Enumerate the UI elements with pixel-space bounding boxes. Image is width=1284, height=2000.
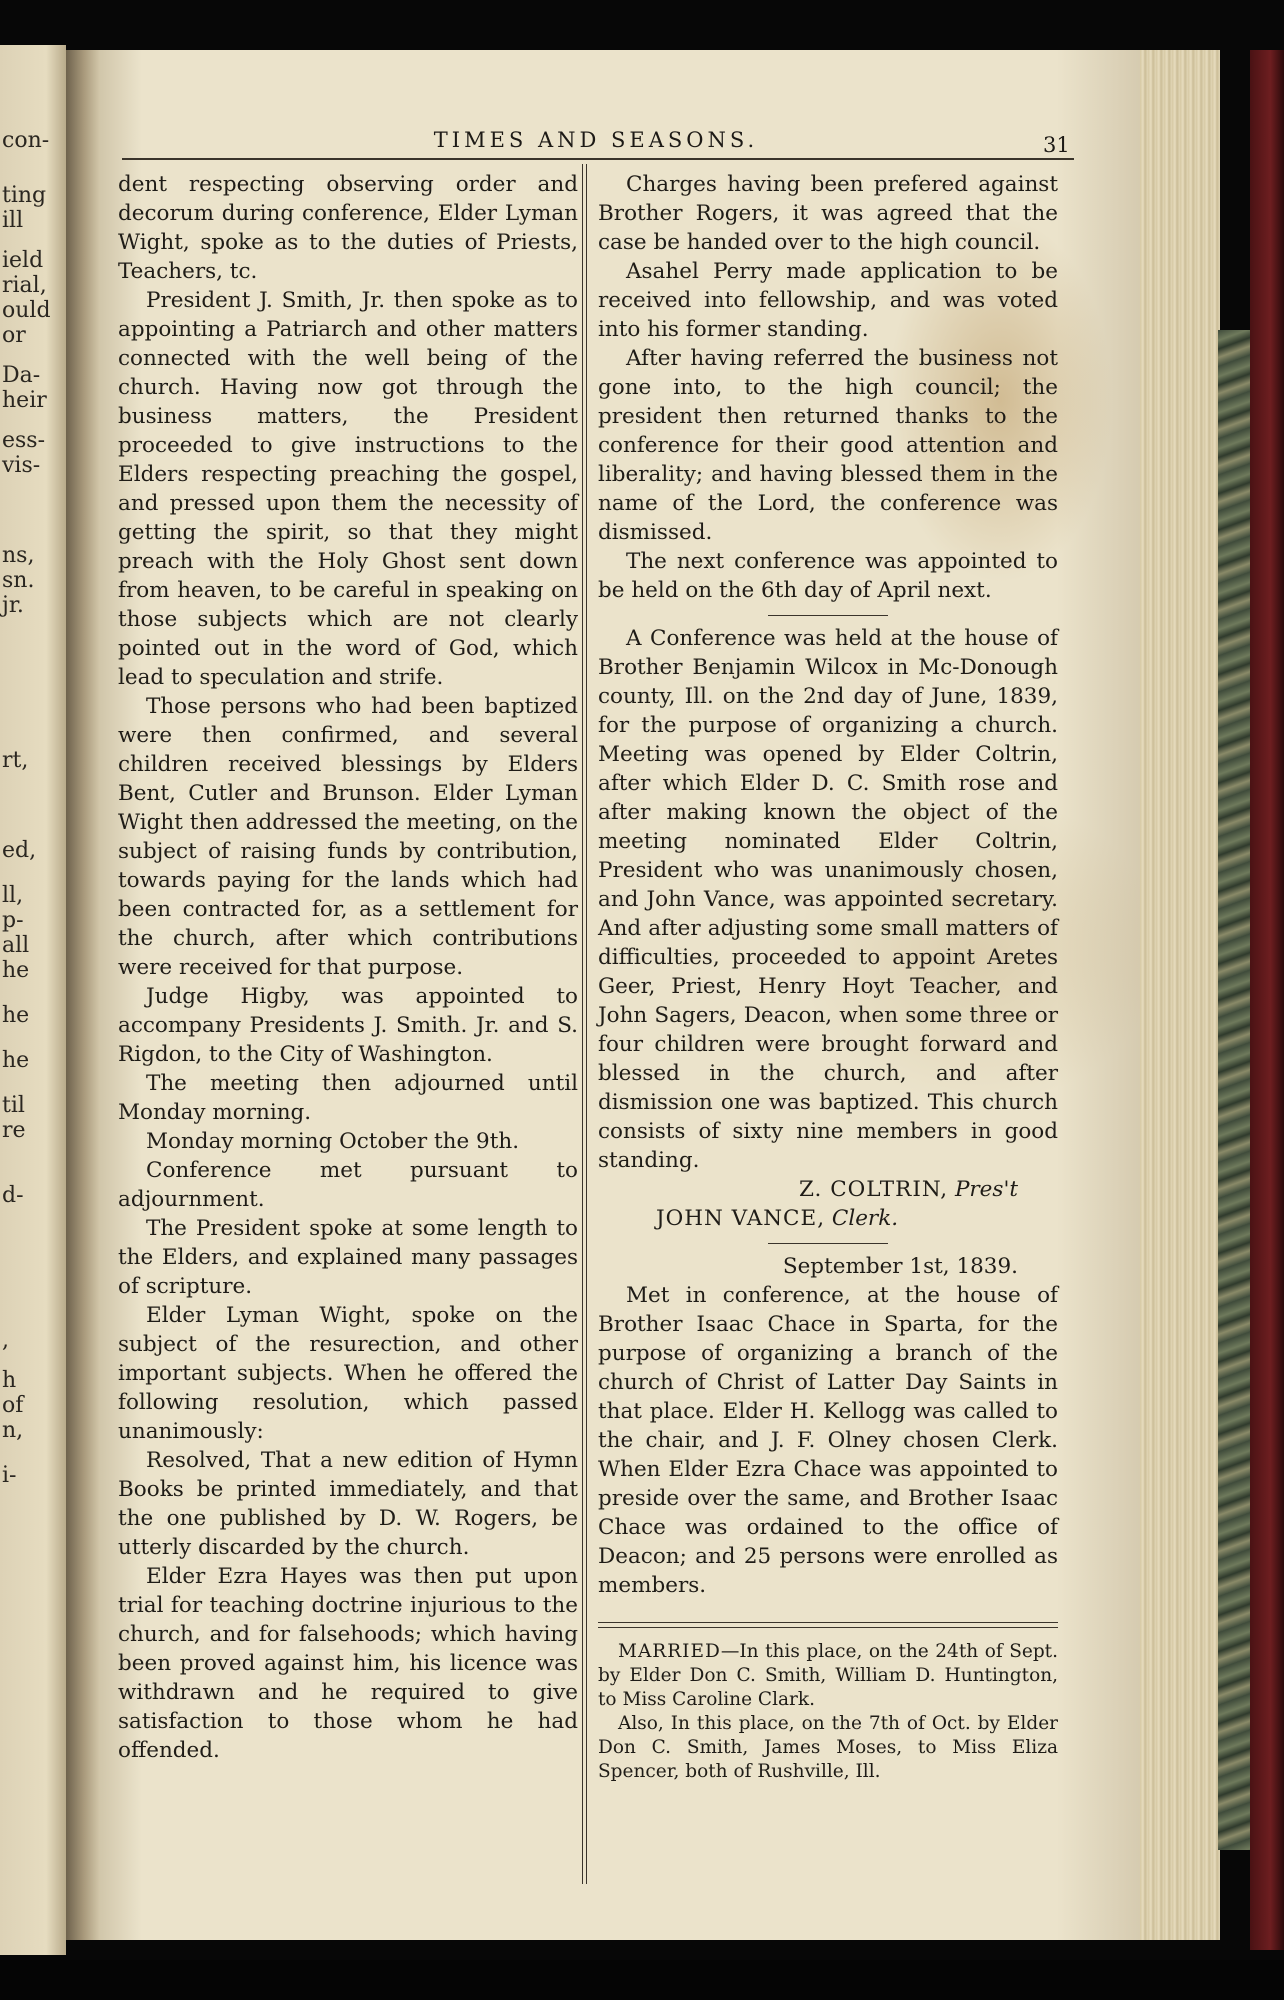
marriage-notices [598, 1640, 1058, 1784]
signature-title: Clerk. [831, 1206, 899, 1231]
facing-page-text-fragment: ting [2, 183, 47, 208]
paragraph: A Conference was held at the house of Brother Benjamin Wilcox in Mc-Donough county, Ill. on the 2nd day of June, 1839, for the purpose of organizing a church. Meeting was opened by Elder Coltrin, after which Elder D. C. Smith rose and after making known the object of the meeting nominated Elder Coltrin, President who was unanimously chosen, and John Vance, was appointed secretary. And after adjusting some small matters of difficulties, proceeded to appoint Aretes Geer, Priest, Henry Hoyt Teacher, and John Sagers, Deacon, when some three or four children were brought forward and blessed in the church, and after dismission one was baptized. This church consists of sixty nine members in good standing. [598, 626, 1058, 1173]
paragraph: Charges having been prefered against Brother Rogers, it was agreed that the case be handed over to the high council. [598, 172, 1058, 255]
paragraph: President J. Smith, Jr. then spoke as to appointing a Patriarch and other matters connected with the well being of the church. Having now got through the business matters, the President proceeded to give instructions to the Elders respecting preaching the gospel, and pressed upon them the necessity of getting the spirit, so that they might preach with the Holy Ghost sent down from heaven, to be careful in speaking on those subjects which are not clearly pointed out in the word of God, which lead to speculation and strife. [118, 288, 578, 690]
page-edges [1140, 50, 1220, 1940]
double-rule [598, 1622, 1058, 1628]
book-cover [1250, 50, 1284, 1950]
facing-page-text-fragment: ns, [2, 543, 35, 568]
facing-page-edge [0, 45, 66, 1955]
facing-page-text-fragment: sn. [2, 568, 35, 593]
dateline: September 1st, 1839. [782, 1254, 1018, 1279]
marbled-cover-edge [1218, 330, 1254, 1850]
facing-page-text-fragment: he [2, 958, 30, 983]
section-separator [768, 615, 888, 616]
header-rule [122, 158, 1074, 160]
paragraph: Judge Higby, was appointed to accompany Presidents J. Smith. Jr. and S. Rigdon, to the City of Washington. [118, 984, 578, 1067]
page-header-title: TIMES AND SEASONS. [433, 128, 759, 152]
paragraph: Monday morning October the 9th. [146, 1129, 520, 1154]
paragraph: Asahel Perry made application to be received into fellowship, and was voted into his former standing. [598, 259, 1058, 342]
paragraph: The next conference was appointed to be held on the 6th day of April next. [598, 549, 1058, 603]
facing-page-text-fragment: jr. [2, 593, 24, 618]
signature-clerk [598, 1204, 1058, 1233]
paragraph: The President spoke at some length to the Elders, and explained many passages of scripture. [118, 1216, 578, 1299]
facing-page-text-fragment: ed, [2, 838, 37, 863]
column-divider [582, 164, 587, 1884]
facing-page-text-fragment: con- [2, 128, 50, 153]
notice-text: —In this place, on the 24th of Sept. by Elder Don C. Smith, William D. Huntington, to Miss Caroline Clark. [598, 1641, 1058, 1710]
paragraph: The meeting then adjourned until Monday morning. [118, 1071, 578, 1125]
facing-page-text-fragment: ess- [2, 428, 46, 453]
facing-page-text-fragment: he [2, 1003, 30, 1028]
left-column [118, 170, 578, 1765]
paragraph: Resolved, That a new edition of Hymn Books be printed immediately, and that the one published by D. W. Rogers, be utterly discarded by the church. [118, 1448, 578, 1560]
facing-page-text-fragment: all [2, 933, 30, 958]
facing-page-text-fragment: til [2, 1093, 25, 1118]
facing-page-text-fragment: ll, [2, 883, 24, 908]
facing-page-text-fragment: p- [2, 908, 24, 933]
paragraph: dent respecting observing order and decorum during conference, Elder Lyman Wight, spoke as to the duties of Priests, Teachers, tc. [118, 172, 578, 284]
facing-page-text-fragment: of [2, 1393, 24, 1418]
facing-page-text-fragment: he [2, 1048, 30, 1073]
paragraph: Elder Ezra Hayes was then put upon trial for teaching doctrine injurious to the church, and for falsehoods; which having been proved against him, his licence was withdrawn and he required to give satisfaction to those whom he had offended. [118, 1564, 578, 1763]
signature-president [598, 1175, 1058, 1204]
notice-heading: MARRIED [618, 1641, 721, 1662]
paragraph: Conference met pursuant to adjournment. [118, 1158, 578, 1212]
paragraph: Met in conference, at the house of Brother Isaac Chace in Sparta, for the purpose of organizing a branch of the church of Christ of Latter Day Saints in that place. Elder H. Kellogg was called to the chair, and J. F. Olney chosen Clerk. When Elder Ezra Chace was appointed to preside over the same, and Brother Isaac Chace was ordained to the office of Deacon; and 25 persons were enrolled as members. [598, 1283, 1058, 1598]
marriage-notice [598, 1640, 1058, 1712]
facing-page-text-fragment: or [2, 323, 26, 348]
page-number: 31 [1043, 133, 1070, 157]
facing-page-text-fragment: vis- [2, 453, 41, 478]
facing-page-text-fragment: rial, [2, 273, 47, 298]
facing-page-text-fragment: i- [2, 1463, 17, 1488]
facing-page-text-fragment: rt, [2, 748, 29, 773]
marriage-notice: Also, In this place, on the 7th of Oct. by Elder Don C. Smith, James Moses, to Miss Eliza Spencer, both of Rushville, Ill. [598, 1713, 1058, 1782]
facing-page-text-fragment: n, [2, 1418, 24, 1443]
paragraph: Those persons who had been baptized were then confirmed, and several children received blessings by Elders Bent, Cutler and Brunson. Elder Lyman Wight then addressed the meeting, on the subject of raising funds by contribution, towards paying for the lands which had been contracted for, as a settlement for the church, after which contributions were received for that purpose. [118, 694, 578, 980]
facing-page-text-fragment: re [2, 1118, 26, 1143]
facing-page-text-fragment: , [2, 1328, 9, 1353]
right-column [598, 170, 1058, 1784]
facing-page-text-fragment: Da- [2, 363, 41, 388]
facing-page-text-fragment: ill [2, 208, 24, 233]
paragraph: Elder Lyman Wight, spoke on the subject of the resurection, and other important subjects. When he offered the following resolution, which passed unanimously: [118, 1303, 578, 1444]
background [0, 1960, 1284, 2000]
facing-page-text-fragment: h [2, 1368, 17, 1393]
facing-page-text-fragment: ield [2, 248, 44, 273]
facing-page-text-fragment: d- [2, 1183, 24, 1208]
section-separator [768, 1243, 888, 1244]
facing-page-text-fragment: heir [2, 388, 47, 413]
signature-name: JOHN VANCE, [656, 1206, 826, 1231]
book-gutter [66, 50, 102, 1940]
signature-name: Z. COLTRIN, [798, 1177, 949, 1202]
signature-title: Pres't [954, 1177, 1018, 1202]
paragraph: After having referred the business not gone into, to the high council; the president then returned thanks to the conference for their good attention and liberality; and having blessed them in the name of the Lord, the conference was dismissed. [598, 346, 1058, 545]
facing-page-text-fragment: ould [2, 298, 51, 323]
